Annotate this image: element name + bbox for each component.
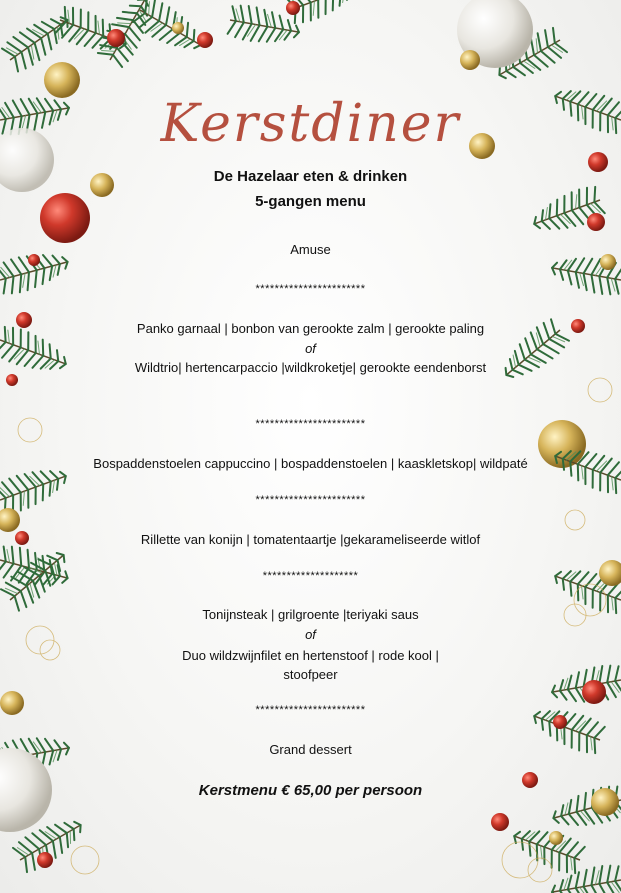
course-4-option-a: Tonijnsteak | grilgroente |teriyaki saus <box>202 607 419 622</box>
separator: *********************** <box>255 704 366 716</box>
separator: *********************** <box>255 418 366 430</box>
separator: *********************** <box>255 494 366 506</box>
course-3: Rillette van konijn | tomatentaartje |gekarameliseerde witlof <box>140 532 481 547</box>
page-title: Kerstdiner <box>160 94 461 154</box>
course-4-option-b-cont: stoofpeer <box>283 667 338 682</box>
course-1-option-a: Panko garnaal | bonbon van gerookte zalm | gerookte paling <box>136 321 485 336</box>
course-2: Bospaddenstoelen cappuccino | bospaddenstoelen | kaaskletskop| wildpaté <box>93 456 528 471</box>
course-dessert: Grand dessert <box>269 742 352 757</box>
course-amuse: Amuse <box>290 242 331 257</box>
price-line: Kerstmenu € 65,00 per persoon <box>198 782 423 799</box>
separator: ******************** <box>262 570 359 582</box>
course-4-option-b: Duo wildzwijnfilet en hertenstoof | rode kool | <box>182 648 439 663</box>
restaurant-name: De Hazelaar eten & drinken <box>213 168 408 185</box>
menu-type: 5-gangen menu <box>255 193 366 210</box>
course-1-or: of <box>305 341 316 356</box>
separator: *********************** <box>255 283 366 295</box>
course-4-or: of <box>305 627 316 642</box>
course-1-option-b: Wildtrio| hertencarpaccio |wildkroketje| gerookte eendenborst <box>134 360 487 375</box>
